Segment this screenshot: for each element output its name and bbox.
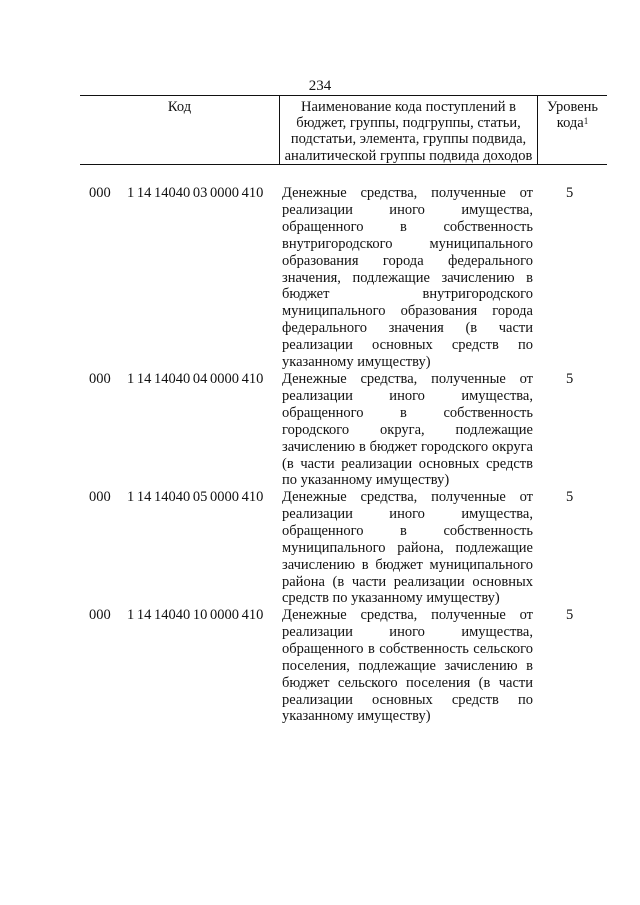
income-code: 1 14 14040 05 0000 410 [127, 489, 264, 505]
header-level [538, 99, 607, 131]
income-code: 1 14 14040 04 0000 410 [127, 371, 264, 387]
income-code: 1 14 14040 10 0000 410 [127, 607, 264, 623]
code-level: 5 [566, 185, 574, 201]
income-name: Денежные средства, полученные от реализации иного имущества, обращенного в собственность сельского поселения, подлежащие зачислению в бюджет сельского поселения (в части реализации основных средств по указанному имуществу) [282, 607, 533, 725]
admin-code: 000 [89, 371, 111, 387]
header-level-text: Уровень кода [546, 99, 599, 132]
header-name: Наименование кода поступлений в бюджет, группы, подгруппы, статьи, подстатьи, элемента, группы подвида, аналитической группы подвида доходов [284, 99, 533, 164]
code-level: 5 [566, 371, 574, 387]
header-code: Код [167, 99, 192, 115]
admin-code: 000 [89, 185, 111, 201]
page-number: 234 [308, 78, 332, 94]
admin-code: 000 [89, 607, 111, 623]
income-name: Денежные средства, полученные от реализации иного имущества, обращенного в собственность городского округа, подлежащие зачислению в бюджет городского округа (в части реализации основных средств по указанному имуществу) [282, 371, 533, 489]
footnote-marker: 1 [583, 116, 589, 127]
table-header [80, 95, 607, 165]
income-name: Денежные средства, полученные от реализации иного имущества, обращенного в собственность муниципального района, подлежащие зачислению в бюджет муниципального района (в части реализации основных средств по указанному имуществу) [282, 489, 533, 607]
income-name: Денежные средства, полученные от реализации иного имущества, обращенного в собственность внутригородского муниципального образования города федерального значения, подлежащие зачислению в бюджет внутригородского муниципального образования города федерального значения (в части реализации основных средств по указанному имуществу) [282, 185, 533, 371]
income-code: 1 14 14040 03 0000 410 [127, 185, 264, 201]
code-level: 5 [566, 489, 574, 505]
code-level: 5 [566, 607, 574, 623]
admin-code: 000 [89, 489, 111, 505]
